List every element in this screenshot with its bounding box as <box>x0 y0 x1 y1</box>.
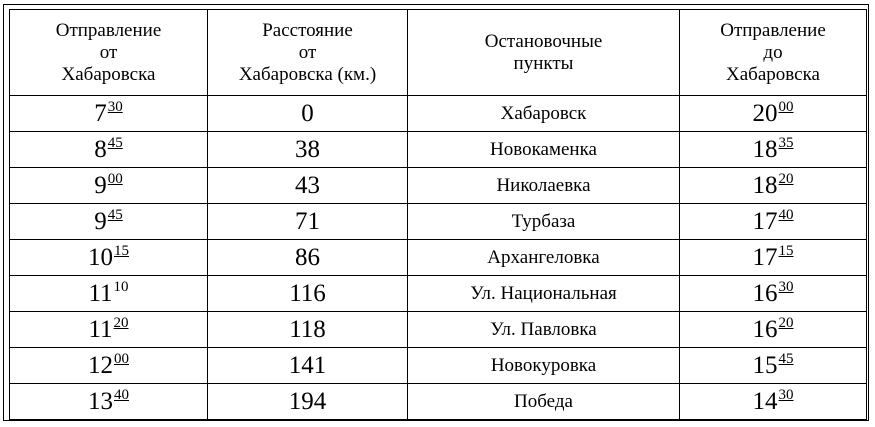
minutes: 00 <box>778 99 794 115</box>
header-line: Хабаровска <box>726 63 820 85</box>
departure-from-cell <box>10 276 208 312</box>
header-stops <box>408 10 680 96</box>
stop-cell: Архангеловка <box>408 240 680 276</box>
departure-from-cell <box>10 348 208 384</box>
minutes: 20 <box>778 171 794 187</box>
table-row <box>10 240 867 276</box>
table-row <box>10 168 867 204</box>
hour: 13 <box>88 388 113 415</box>
header-line: от <box>99 41 118 63</box>
hour: 7 <box>94 100 107 127</box>
departure-from-cell <box>10 240 208 276</box>
minutes: 40 <box>778 207 794 223</box>
header-line: Расстояние <box>262 19 353 41</box>
departure-from-cell <box>10 96 208 132</box>
minutes: 30 <box>107 99 123 115</box>
hour: 18 <box>752 172 778 199</box>
stop-cell: Ул. Национальная <box>408 276 680 312</box>
header-line: Остановочные <box>484 30 603 52</box>
distance-cell: 194 <box>208 384 408 420</box>
header-row <box>10 10 867 96</box>
departure-to-cell <box>680 240 867 276</box>
header-departure-from <box>10 10 208 96</box>
minutes: 00 <box>114 351 129 367</box>
minutes: 20 <box>778 315 794 331</box>
header-line: Хабаровска (км.) <box>238 63 377 85</box>
departure-to-cell <box>680 168 867 204</box>
hour: 12 <box>88 352 113 379</box>
departure-to-cell <box>680 204 867 240</box>
distance-cell: 38 <box>208 132 408 168</box>
header-line: пункты <box>513 52 574 74</box>
distance-cell: 0 <box>208 96 408 132</box>
minutes: 40 <box>114 387 129 403</box>
hour: 8 <box>94 136 107 163</box>
stop-cell: Новокаменка <box>408 132 680 168</box>
departure-to-cell <box>680 276 867 312</box>
hour: 18 <box>752 136 778 163</box>
hour: 17 <box>752 208 778 235</box>
header-line: Отправление <box>720 19 826 41</box>
minutes: 20 <box>113 315 129 331</box>
minutes: 35 <box>778 135 794 151</box>
table-row <box>10 204 867 240</box>
hour: 16 <box>752 316 778 343</box>
hour: 9 <box>94 208 107 235</box>
distance-cell: 118 <box>208 312 408 348</box>
departure-to-cell <box>680 96 867 132</box>
hour: 9 <box>94 172 107 199</box>
header-line: Хабаровска <box>61 63 156 85</box>
minutes: 30 <box>778 279 794 295</box>
table-row <box>10 276 867 312</box>
hour: 17 <box>752 244 778 271</box>
stop-cell: Новокуровка <box>408 348 680 384</box>
minutes: 10 <box>113 279 129 295</box>
stop-cell: Хабаровск <box>408 96 680 132</box>
minutes: 15 <box>778 243 794 259</box>
minutes: 45 <box>107 135 123 151</box>
header-line: Отправление <box>55 19 162 41</box>
distance-cell: 116 <box>208 276 408 312</box>
distance-cell: 71 <box>208 204 408 240</box>
distance-cell: 141 <box>208 348 408 384</box>
table-row <box>10 348 867 384</box>
departure-from-cell <box>10 132 208 168</box>
stop-cell: Победа <box>408 384 680 420</box>
minutes: 45 <box>778 351 794 367</box>
hour: 10 <box>88 244 113 271</box>
departure-from-cell <box>10 312 208 348</box>
hour: 14 <box>752 388 778 415</box>
departure-from-cell <box>10 168 208 204</box>
minutes: 15 <box>114 243 129 259</box>
header-distance <box>208 10 408 96</box>
hour: 11 <box>88 280 113 307</box>
minutes: 45 <box>107 207 123 223</box>
hour: 16 <box>752 280 778 307</box>
hour: 20 <box>752 100 778 127</box>
stop-cell: Николаевка <box>408 168 680 204</box>
departure-to-cell <box>680 348 867 384</box>
departure-from-cell <box>10 384 208 420</box>
header-departure-to <box>680 10 867 96</box>
minutes: 00 <box>107 171 123 187</box>
table-row <box>10 312 867 348</box>
departure-from-cell <box>10 204 208 240</box>
departure-to-cell <box>680 312 867 348</box>
hour: 11 <box>88 316 113 343</box>
minutes: 30 <box>778 387 794 403</box>
distance-cell: 86 <box>208 240 408 276</box>
header-line: до <box>763 41 783 63</box>
stop-cell: Турбаза <box>408 204 680 240</box>
bus-schedule-table <box>9 9 867 420</box>
table-row <box>10 132 867 168</box>
distance-cell: 43 <box>208 168 408 204</box>
table-row <box>10 384 867 420</box>
header-line: от <box>298 41 317 63</box>
stop-cell: Ул. Павловка <box>408 312 680 348</box>
hour: 15 <box>752 352 778 379</box>
departure-to-cell <box>680 384 867 420</box>
table-row <box>10 96 867 132</box>
departure-to-cell <box>680 132 867 168</box>
